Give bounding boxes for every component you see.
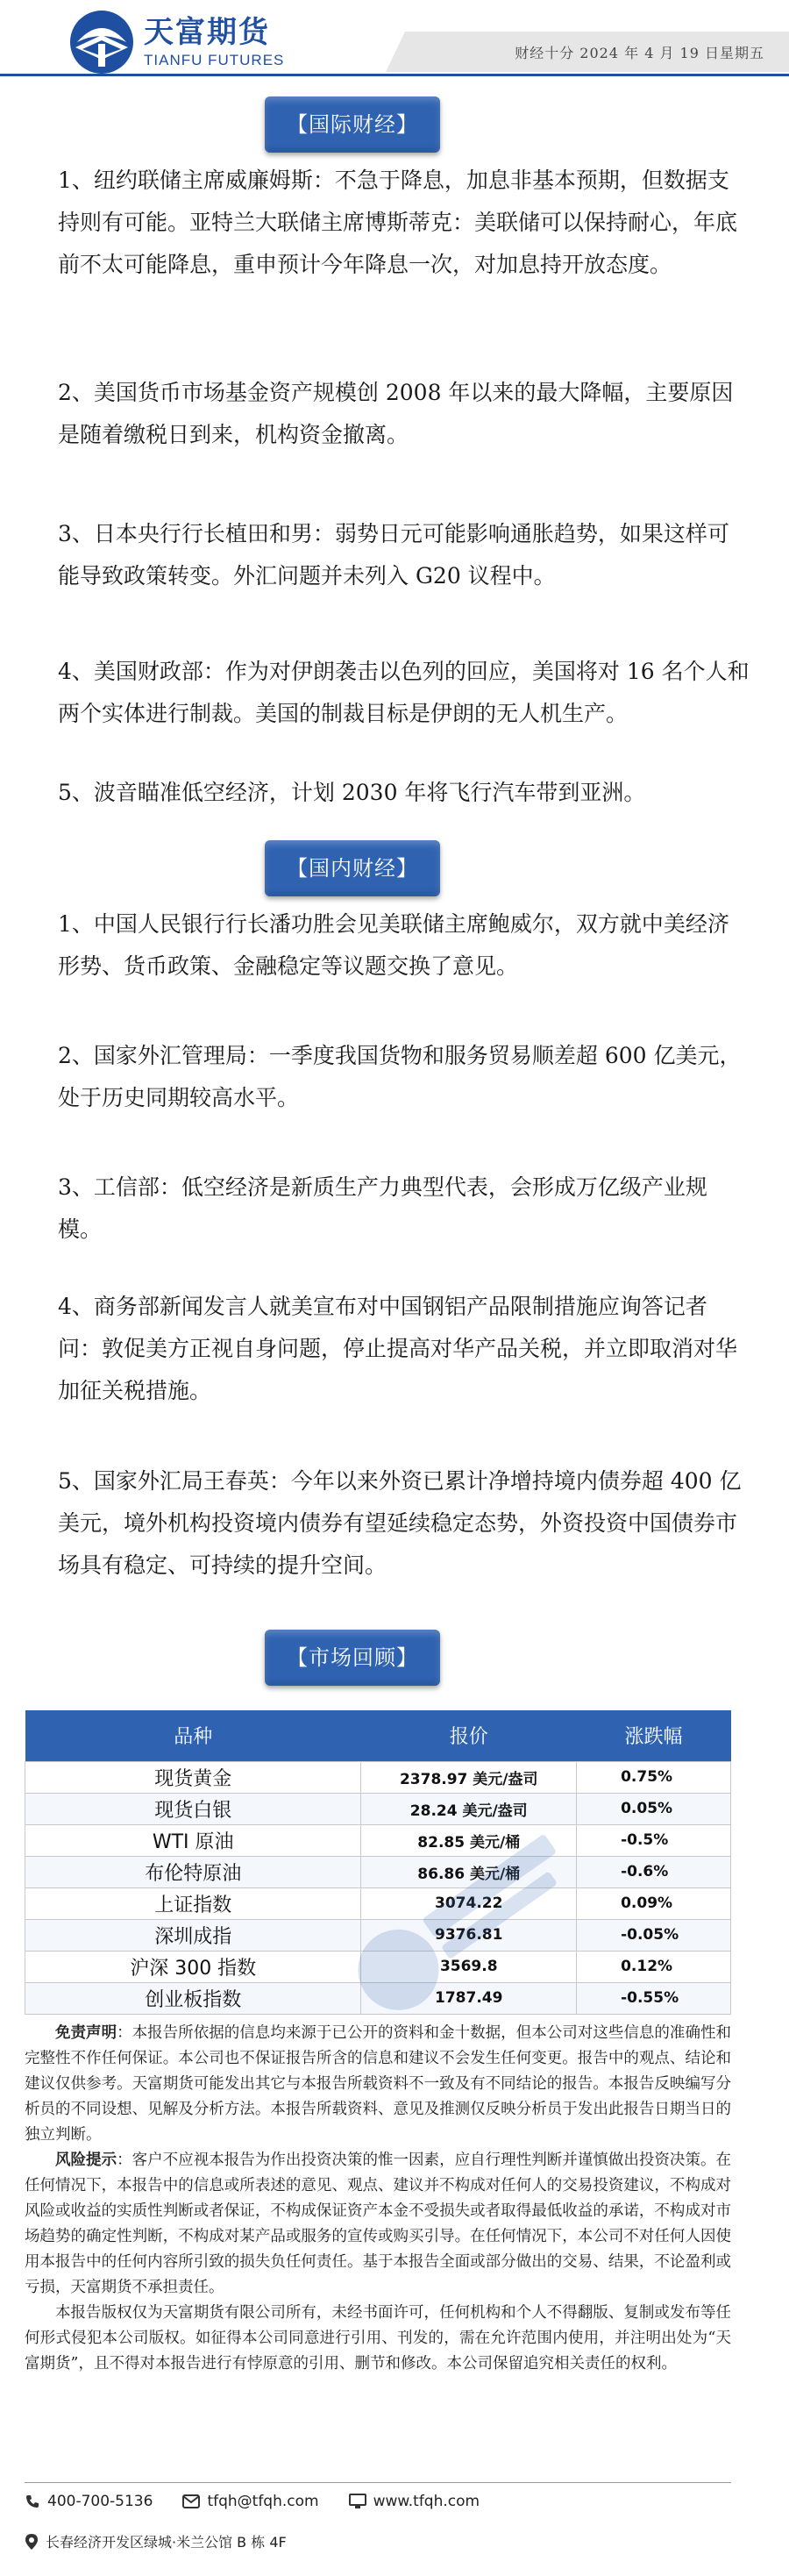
table-row	[25, 1982, 731, 2014]
change-cell: 0.75%	[577, 1761, 731, 1793]
change-cell: -0.05%	[577, 1919, 731, 1951]
table-row	[25, 1761, 731, 1793]
logo-chinese-name: 天富期货	[144, 15, 270, 50]
disclaimer-block	[25, 2021, 731, 2377]
market-table	[25, 1710, 731, 2015]
product-cell: 上证指数	[25, 1887, 361, 1919]
column-header-price: 报价	[449, 1726, 488, 1749]
market-table-header-row	[25, 1710, 731, 1761]
international-news-item: 2、美国货币市场基金资产规模创 2008 年以来的最大降幅，主要原因是随着缴税日到来，机构资金撤离。	[58, 380, 734, 447]
disclaimer-label: 免责声明	[55, 2024, 117, 2042]
address-text: 长春经济开发区绿城·米兰公馆 B 栋 4F	[46, 2534, 287, 2551]
change-cell: 0.09%	[577, 1887, 731, 1919]
section-title-market-review: 【市场回顾】	[265, 1630, 440, 1686]
change-cell: 0.05%	[577, 1793, 731, 1824]
section-title-international: 【国际财经】	[265, 96, 440, 153]
footer-address	[25, 2531, 287, 2551]
change-cell: -0.6%	[577, 1856, 731, 1887]
company-logo	[68, 9, 284, 75]
international-news-item: 3、日本央行行长植田和男：弱势日元可能影响通胀趋势，如果这样可能导致政策转变。外汇问题并未列入 G20 议程中。	[58, 521, 729, 589]
product-cell: 布伦特原油	[25, 1856, 361, 1887]
price-cell: 82.85 美元/桶	[361, 1824, 577, 1856]
phone-number: 400-700-5136	[47, 2493, 153, 2510]
international-news-item: 5、波音瞄准低空经济，计划 2030 年将飞行汽车带到亚洲。	[58, 780, 646, 805]
footer-divider	[25, 2482, 731, 2483]
table-row	[25, 1856, 731, 1887]
international-news-item: 4、美国财政部：作为对伊朗袭击以色列的回应，美国将对 16 名个人和两个实体进行制裁。美国的制裁目标是伊朗的无人机生产。	[58, 659, 750, 726]
footer-contacts	[25, 2493, 509, 2510]
header-divider	[0, 74, 789, 76]
table-row	[25, 1824, 731, 1856]
price-cell: 86.86 美元/桶	[361, 1856, 577, 1887]
mail-icon	[182, 2494, 200, 2508]
date-banner	[405, 32, 789, 72]
change-cell: 0.12%	[577, 1951, 731, 1982]
change-cell: -0.5%	[577, 1824, 731, 1856]
date-banner-cut	[386, 32, 405, 72]
column-header-product: 品种	[174, 1726, 213, 1749]
table-row	[25, 1951, 731, 1982]
domestic-news-item: 5、国家外汇局王春英：今年以来外资已累计净增持境内债券超 400 亿美元，境外机构投资境内债券有望延续稳定态势，外资投资中国债券市场具有稳定、可持续的提升空间。	[58, 1468, 742, 1578]
domestic-news-item: 4、商务部新闻发言人就美宣布对中国钢铝产品限制措施应询答记者问：敦促美方正视自身问题，停止提高对华产品关税，并立即取消对华加征关税措施。	[58, 1294, 738, 1403]
product-cell: 现货白银	[25, 1793, 361, 1824]
disclaimer-text: ：本报告所依据的信息均来源于已公开的资料和金十数据，但本公司对这些信息的准确性和完整性不作任何保证。本公司也不保证报告所含的信息和建议不会发生任何变更。报告中的观点、结论和建议仅供参考。天富期货可能发出其它与本报告所载资料不一致及有不同结论的报告。本报告反映编写分析员的不同设想、见解及分析方法。本报告所载资料、意见及推测仅反映分析员于发出此报告日期当日的独立判断。	[25, 2024, 731, 2144]
footer-website	[349, 2493, 480, 2510]
risk-label: 风险提示	[55, 2151, 117, 2169]
product-cell: 现货黄金	[25, 1761, 361, 1793]
change-cell: -0.55%	[577, 1982, 731, 2014]
section-title-domestic: 【国内财经】	[265, 840, 440, 896]
price-cell: 9376.81	[361, 1919, 577, 1951]
page-header	[0, 0, 789, 81]
copyright-paragraph: 本报告版权仅为天富期货有限公司所有，未经书面许可，任何机构和个人不得翻版、复制或发布等任何形式侵犯本公司版权。如征得本公司同意进行引用、刊发的，需在允许范围内使用，并注明出处为“天富期货”，且不得对本报告进行有悖原意的引用、删节和修改。本公司保留追究相关责任的权利。	[25, 2304, 731, 2373]
email-address[interactable]: tfqh@tfqh.com	[207, 2493, 319, 2510]
domestic-news-item: 3、工信部：低空经济是新质生产力典型代表，会形成万亿级产业规模。	[58, 1174, 707, 1242]
price-cell: 28.24 美元/盎司	[361, 1793, 577, 1824]
domestic-news-item: 1、中国人民银行行长潘功胜会见美联储主席鲍威尔，双方就中美经济形势、货币政策、金融稳定等议题交换了意见。	[58, 911, 729, 979]
price-cell: 2378.97 美元/盎司	[361, 1761, 577, 1793]
product-cell: WTI 原油	[25, 1824, 361, 1856]
website-link[interactable]: www.tfqh.com	[373, 2493, 480, 2510]
price-cell: 3569.8	[361, 1951, 577, 1982]
product-cell: 深圳成指	[25, 1919, 361, 1951]
logo-emblem-icon	[68, 9, 135, 75]
logo-english-name: TIANFU FUTURES	[144, 52, 285, 68]
location-pin-icon	[25, 2533, 39, 2551]
disclaimer-paragraph	[25, 2021, 731, 2148]
domestic-news-item: 2、国家外汇管理局：一季度我国货物和服务贸易顺差超 600 亿美元，处于历史同期较高水平。	[58, 1043, 742, 1110]
column-header-change: 涨跌幅	[624, 1726, 683, 1749]
footer-email	[182, 2493, 318, 2510]
report-date: 财经十分 2024 年 4 月 19 日星期五	[515, 45, 764, 61]
price-cell: 3074.22	[361, 1887, 577, 1919]
price-cell: 1787.49	[361, 1982, 577, 2014]
product-cell: 沪深 300 指数	[25, 1951, 361, 1982]
product-cell: 创业板指数	[25, 1982, 361, 2014]
footer-phone	[25, 2493, 153, 2510]
table-row	[25, 1887, 731, 1919]
table-row	[25, 1919, 731, 1951]
risk-text: ：客户不应视本报告为作出投资决策的惟一因素，应自行理性判断并谨慎做出投资决策。在任何情况下，本报告中的信息或所表述的意见、观点、建议并不构成对任何人的交易投资建议，不构成对风险或收益的实质性判断或者保证，不构成保证资产本金不受损失或者取得最低收益的承诺，不构成对市场趋势的确定性判断，不构成对某产品或服务的宣传或购买引导。在任何情况下，本公司不对任何人因使用本报告中的任何内容所引致的损失负任何责任。基于本报告全面或部分做出的交易、结果，不论盈利或亏损，天富期货不承担责任。	[25, 2151, 731, 2296]
monitor-icon	[349, 2494, 366, 2509]
risk-paragraph	[25, 2148, 731, 2301]
international-news-item: 1、纽约联储主席威廉姆斯：不急于降息，加息非基本预期，但数据支持则有可能。亚特兰大联储主席博斯蒂克：美联储可以保持耐心，年底前不太可能降息，重申预计今年降息一次，对加息持开放态度。	[58, 168, 738, 277]
phone-icon	[25, 2494, 40, 2509]
table-row	[25, 1793, 731, 1824]
